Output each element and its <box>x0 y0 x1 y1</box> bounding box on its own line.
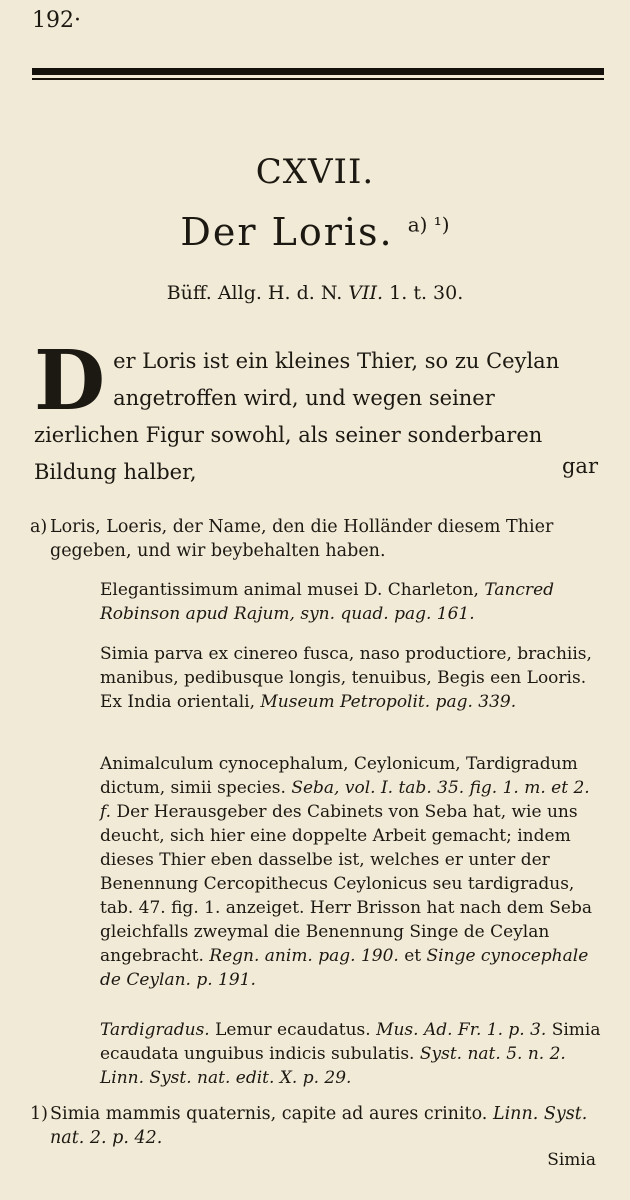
citation-3-source: Seba, vol. I. tab. 35. fig. 1. m. et 2. f. <box>100 778 590 822</box>
header-rule-thick <box>32 68 604 75</box>
chapter-title-text: Der Loris. <box>180 210 394 254</box>
citation-2-text: Simia parva ex cinereo fusca, naso productiore, brachiis, manibus, pedibusque longis, tenuibus, Begis een Looris. Ex India orientali, <box>100 644 592 712</box>
footnote-a-intro <box>30 515 606 563</box>
footnote-a-citation-2 <box>100 642 604 714</box>
chapter-number: CXVII. <box>255 152 375 192</box>
citation-4-genus: Tardigradus. <box>100 1020 210 1040</box>
page-catchword: Simia <box>547 1150 596 1170</box>
drop-cap: D <box>34 333 106 429</box>
footnote-1 <box>30 1102 606 1150</box>
citation-3-conjunction: et <box>404 946 422 966</box>
citation-2-source: Museum Petropolit. pag. 339. <box>260 692 517 712</box>
source-rest: 1. t. 30. <box>389 282 464 304</box>
source-volume: VII. <box>348 282 384 304</box>
footnote-a-citation-3 <box>100 752 604 992</box>
citation-4-description: Simia ecaudata unguibus indicis subulatis. <box>100 1020 601 1064</box>
citation-4-source-2: Syst. nat. 5. n. 2. Linn. Syst. nat. edit. X. p. 29. <box>100 1044 566 1088</box>
footnote-1-source: Linn. Syst. nat. 2. p. 42. <box>50 1104 588 1148</box>
body-catchword: gar <box>561 454 598 478</box>
chapter-title-refs: a) ¹) <box>407 212 450 237</box>
citation-3-source-3: Singe cynocephale de Ceylan. p. 191. <box>100 946 589 990</box>
page-number: 192· <box>32 8 81 33</box>
header-rule-thin <box>32 78 604 80</box>
footnote-a-citation-1 <box>100 578 604 626</box>
body-text: er Loris ist ein kleines Thier, so zu Ceylan angetroffen wird, und wegen seiner zierlichen Figur sowohl, als seiner sonderbaren Bildung halber, <box>34 349 560 484</box>
source-text: Büff. Allg. H. d. N. <box>166 282 343 304</box>
footnote-a-marker: a) <box>30 517 48 537</box>
citation-3-text: Animalculum cynocephalum, Ceylonicum, Tardigradum dictum, simii species. <box>100 754 578 798</box>
chapter-title <box>0 210 630 254</box>
citation-1-text: Elegantissimum animal musei D. Charleton, <box>100 580 479 600</box>
body-paragraph <box>34 333 604 491</box>
footnote-1-marker: 1) <box>30 1104 48 1124</box>
citation-3-source-2: Regn. anim. pag. 190. <box>209 946 399 966</box>
citation-1-source: Tancred Robinson apud Rajum, syn. quad. pag. 161. <box>100 580 555 624</box>
source-reference <box>0 282 630 304</box>
citation-3-commentary: Der Herausgeber des Cabinets von Seba hat, wie uns deucht, sich hier eine doppelte Arbeit gemacht; indem dieses Thier eben dasselbe ist, welches er unter der Benennung Cercopithecus Ceylonicus seu tardigradus, tab. 47. fig. 1. anzeiget. Herr Brisson hat nach dem Seba gleichfalls zweymal die Benennung Singe de Ceylan angebracht. <box>100 802 592 966</box>
footnote-a-citation-4 <box>100 1018 604 1090</box>
citation-4-source: Mus. Ad. Fr. 1. p. 3. <box>376 1020 547 1040</box>
footnote-1-text: Simia mammis quaternis, capite ad aures crinito. <box>50 1104 488 1124</box>
citation-4-name: Lemur ecaudatus. <box>215 1020 371 1040</box>
footnote-a-intro-text: Loris, Loeris, der Name, den die Holländer diesem Thier gegeben, und wir beybehalten haben. <box>50 517 554 561</box>
